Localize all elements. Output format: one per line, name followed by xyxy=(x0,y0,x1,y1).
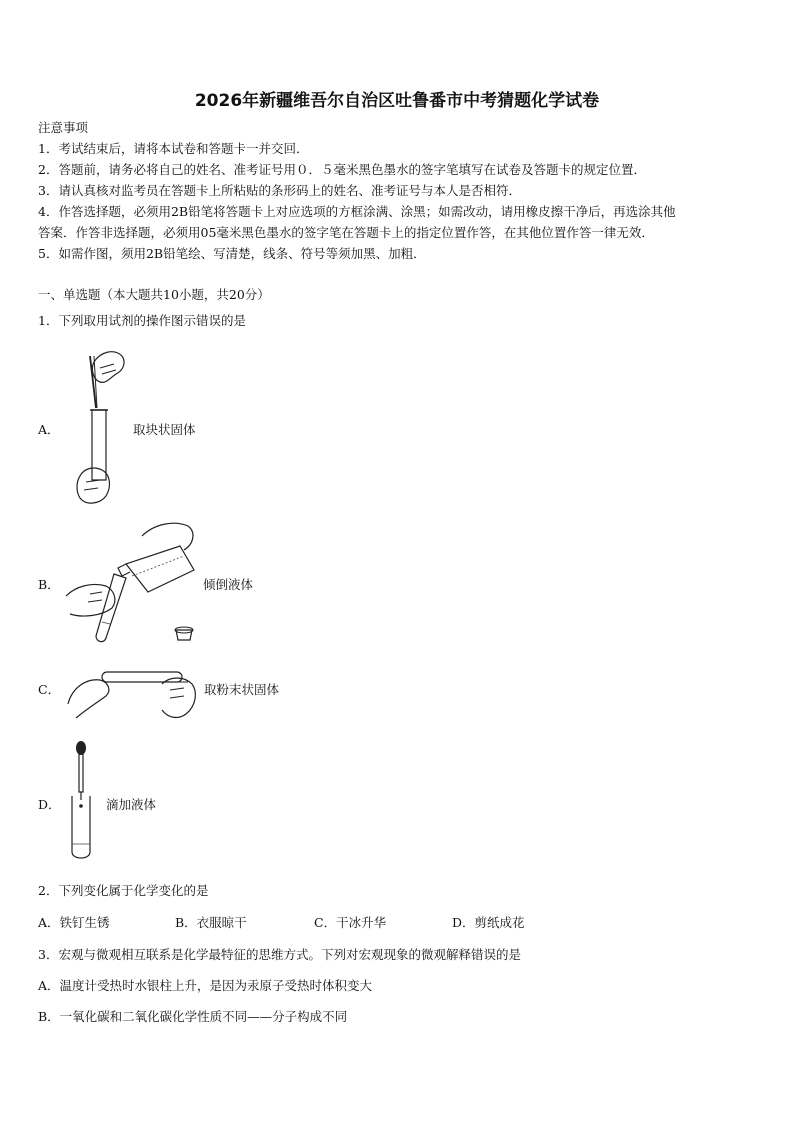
figure-take-powder xyxy=(66,664,198,722)
notice-item: 3．请认真核对监考员在答题卡上所粘贴的条形码上的姓名、准考证号与本人是否相符． xyxy=(38,183,521,198)
notice-item: 4．作答选择题，必须用2B铅笔将答题卡上对应选项的方框涂满、涂黑；如需改动，请用橡皮擦干净后，再选涂其他 xyxy=(38,204,676,219)
option-letter: D． xyxy=(38,797,61,812)
option: B．一氧化碳和二氧化碳化学性质不同——分子构成不同 xyxy=(38,1009,348,1024)
option: D．剪纸成花 xyxy=(452,915,525,930)
question-stem: 1．下列取用试剂的操作图示错误的是 xyxy=(38,313,246,328)
option-letter: A． xyxy=(38,422,60,437)
notice-item: 1．考试结束后，请将本试卷和答题卡一并交回． xyxy=(38,141,309,156)
option: C．干冰升华 xyxy=(314,915,387,930)
notice-item: 5．如需作图，须用2B铅笔绘、写清楚，线条、符号等须加黑、加粗． xyxy=(38,246,426,261)
option-caption: 滴加液体 xyxy=(106,797,157,812)
notice-item: 2．答题前，请务必将自己的姓名、准考证号用０．５毫米黑色墨水的签字笔填写在试卷及答题卡的规定位置． xyxy=(38,162,646,177)
figure-drop-liquid xyxy=(68,740,98,862)
option: A．铁钉生锈 xyxy=(38,915,110,930)
page-title: 2026年新疆维吾尔自治区吐鲁番市中考猜题化学试卷 xyxy=(194,91,600,111)
option-caption: 取块状固体 xyxy=(133,422,196,437)
question-stem: 2．下列变化属于化学变化的是 xyxy=(38,883,209,898)
notice-heading: 注意事项 xyxy=(38,120,89,135)
section-heading: 一、单选题（本大题共10小题，共20分） xyxy=(38,287,270,302)
option: A．温度计受热时水银柱上升，是因为汞原子受热时体积变大 xyxy=(38,978,373,993)
option-letter: B． xyxy=(38,577,60,592)
figure-pour-liquid xyxy=(62,518,204,648)
figure-take-solid-block xyxy=(66,348,136,510)
option-caption: 取粉末状固体 xyxy=(204,682,280,697)
notice-item: 答案．作答非选择题，必须用05毫米黑色墨水的签字笔在答题卡上的指定位置作答，在其他位置作答一律无效． xyxy=(38,225,654,240)
option-letter: C． xyxy=(38,682,61,697)
option: B．衣服晾干 xyxy=(175,915,247,930)
option-caption: 倾倒液体 xyxy=(203,577,254,592)
question-stem: 3．宏观与微观相互联系是化学最特征的思维方式。下列对宏观现象的微观解释错误的是 xyxy=(38,947,521,962)
